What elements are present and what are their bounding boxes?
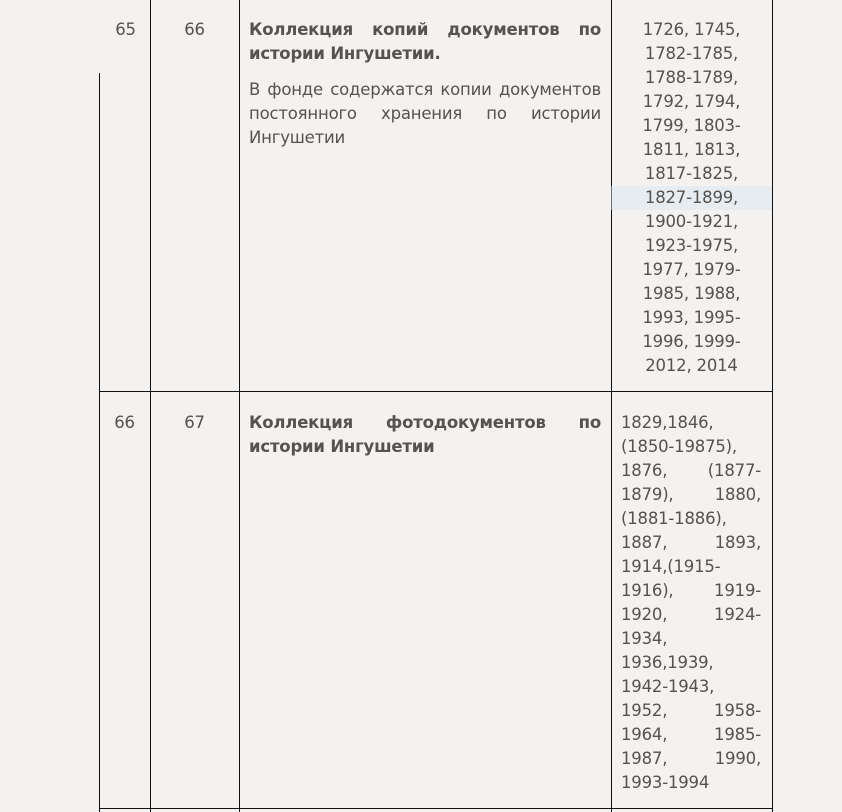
date-line: 1887, 1893, xyxy=(621,533,761,552)
date-line: 1829,1846, xyxy=(621,413,714,432)
date-line: 1792, 1794, xyxy=(642,92,741,111)
date-line: 2012, 2014 xyxy=(645,356,738,375)
date-line: 1977, 1979- xyxy=(642,260,741,279)
date-line: 1726, 1745, xyxy=(642,20,741,39)
date-line: 1952, 1958- xyxy=(621,701,761,720)
date-line: 1876, (1877- xyxy=(621,461,761,480)
fund-number: 66 xyxy=(184,20,205,39)
date-line: 1811, 1813, xyxy=(642,140,741,159)
fund-description: В фонде содержатся копии документов постоянного хранения по истории Ингушетии xyxy=(249,80,601,147)
fund-info xyxy=(249,18,601,150)
date-line: 1993-1994 xyxy=(621,773,710,792)
date-line: 1914,(1915- xyxy=(621,557,721,576)
fund-title: Коллекция фотодокументов по истории Ингушетии xyxy=(249,413,601,456)
date-line: 1900-1921, xyxy=(644,212,739,231)
date-line: 1996, 1999- xyxy=(642,332,741,351)
row-divider xyxy=(99,391,773,392)
fund-number: 67 xyxy=(184,413,205,432)
date-line: 1934, xyxy=(621,629,668,648)
date-line: 1817-1825, xyxy=(644,164,739,183)
date-line: 1916), 1919- xyxy=(621,581,761,600)
date-line: 1920, 1924- xyxy=(621,605,761,624)
date-line: 1827-1899, xyxy=(611,186,772,210)
row-divider xyxy=(99,808,773,809)
date-line: 1942-1943, xyxy=(621,677,715,696)
date-line: (1850-19875), xyxy=(621,437,737,456)
row-index: 66 xyxy=(114,413,135,432)
date-line: 1782-1785, xyxy=(644,44,739,63)
fund-title: Коллекция копий документов по истории Ингушетии. xyxy=(249,20,601,63)
date-line: 1987, 1990, xyxy=(621,749,761,768)
date-line: 1879), 1880, xyxy=(621,485,761,504)
date-line: 1923-1975, xyxy=(644,236,739,255)
date-line: 1985, 1988, xyxy=(642,284,741,303)
date-line: 1993, 1995- xyxy=(642,308,741,327)
date-line: 1936,1939, xyxy=(621,653,714,672)
table-border-left xyxy=(99,73,100,812)
row-index: 65 xyxy=(115,20,136,39)
column-border-1 xyxy=(150,0,151,812)
date-line: 1788-1789, xyxy=(644,68,739,87)
date-line: 1799, 1803- xyxy=(642,116,741,135)
column-border-2 xyxy=(239,0,240,812)
fund-info xyxy=(249,411,601,459)
table-border-right xyxy=(772,0,773,812)
fund-dates xyxy=(621,411,761,795)
date-line: (1881-1886), xyxy=(621,509,727,528)
fund-dates xyxy=(611,18,772,378)
date-line: 1964, 1985- xyxy=(621,725,761,744)
